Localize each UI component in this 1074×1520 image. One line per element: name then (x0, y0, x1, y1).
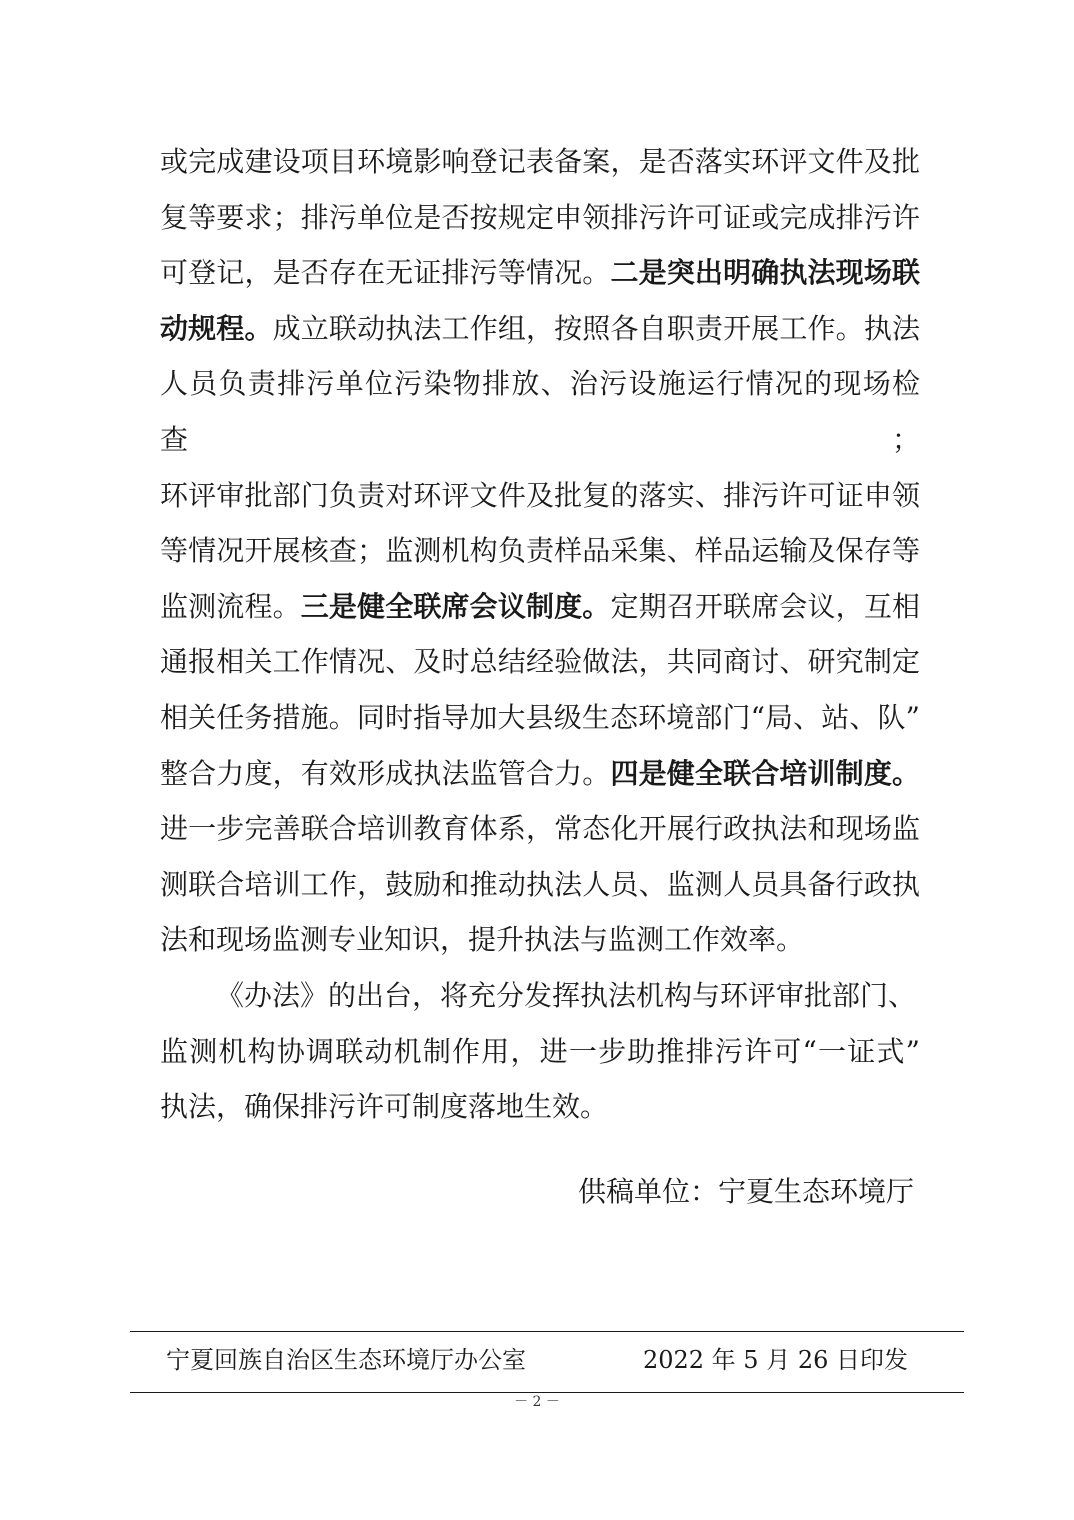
text-segment: 法和现场监测专业知识，提升执法与监测工作效率。 (160, 923, 805, 957)
supplier-unit: 供稿单位：宁夏生态环境厅 (577, 1175, 914, 1208)
bold-heading: 四是健全联合培训制度。 (610, 756, 920, 790)
text-line (160, 857, 920, 913)
text-segment: 《办法》的出台，将充分发挥执法机构与环评审批部门、 (216, 978, 917, 1012)
text-segment: 成立联动执法工作组，按照各自职责开展工作。执法 (272, 311, 920, 345)
text-segment: 相关任务措施。同时指导加大县级生态环境部门“局、站、队” (160, 700, 920, 734)
text-line (160, 468, 920, 524)
text-segment: 测联合培训工作，鼓励和推动执法人员、监测人员具备行政执 (160, 867, 920, 901)
text-line (160, 746, 920, 802)
text-line (160, 1024, 920, 1080)
text-segment: 等情况开展核查；监测机构负责样品采集、样品运输及保存等 (160, 534, 920, 568)
text-line (160, 190, 920, 246)
text-line (160, 634, 920, 690)
bold-heading: 二是突出明确执法现场联 (610, 256, 920, 290)
text-segment: 或完成建设项目环境影响登记表备案，是否落实环评文件及批 (160, 145, 920, 178)
text-segment: 可登记，是否存在无证排污等情况。 (160, 256, 611, 290)
text-segment: 监测机构协调联动机制作用，进一步助推排污许可“一证式” (160, 1034, 920, 1068)
text-line (160, 968, 920, 1024)
text-segment: 定期召开联席会议，互相 (610, 589, 920, 623)
text-segment: 执法，确保排污许可制度落地生效。 (160, 1090, 609, 1124)
text-segment: 人员负责排污单位污染物排放、治污设施运行情况的现场检查； (160, 367, 920, 456)
bold-heading: 三是健全联席会议制度。 (300, 589, 611, 623)
text-line (160, 523, 920, 579)
text-segment: 进一步完善联合培训教育体系，常态化开展行政执法和现场监 (160, 812, 920, 846)
bold-heading: 动规程。 (160, 311, 273, 345)
text-line (160, 912, 920, 968)
footer-top-rule (130, 1331, 964, 1332)
text-line (160, 245, 920, 301)
text-line (160, 579, 920, 635)
issuing-office: 宁夏回族自治区生态环境厅办公室 (166, 1346, 526, 1374)
text-line (160, 356, 920, 467)
text-segment: 监测流程。 (160, 589, 301, 623)
body-text (160, 134, 920, 1135)
text-segment: 复等要求；排污单位是否按规定申领排污许可证或完成排污许 (160, 200, 920, 234)
text-segment: 通报相关工作情况、及时总结经验做法，共同商讨、研究制定 (160, 645, 920, 679)
text-line (160, 1079, 920, 1135)
text-line (160, 301, 920, 357)
text-line (160, 134, 920, 190)
text-line (160, 801, 920, 857)
text-line (160, 690, 920, 746)
issue-date: 2022 年 5 月 26 日印发 (642, 1346, 908, 1374)
text-segment: 环评审批部门负责对环评文件及批复的落实、排污许可证申领 (160, 478, 920, 512)
page-number: － 2 － (514, 1394, 560, 1410)
text-segment: 整合力度，有效形成执法监管合力。 (160, 756, 611, 790)
